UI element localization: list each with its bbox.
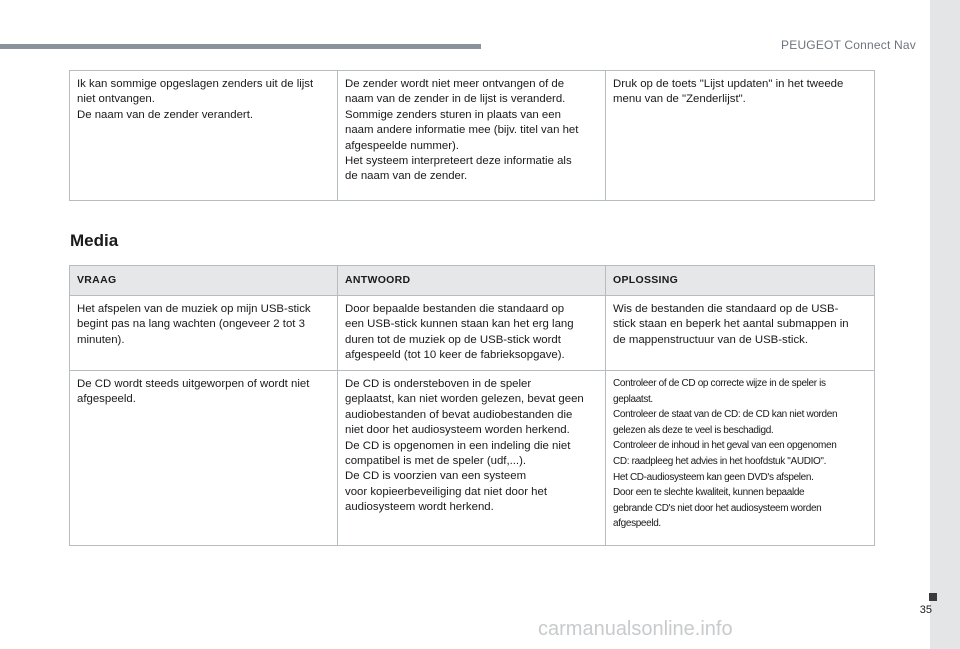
answer-cell xyxy=(338,371,606,546)
text-line: niet door het audiosysteem worden herkend. xyxy=(345,424,570,437)
text-line: gelezen als deze te veel is beschadigd. xyxy=(613,424,774,436)
column-header-answer: ANTWOORD xyxy=(338,266,606,296)
question-cell xyxy=(70,296,338,371)
page-marker-square xyxy=(929,593,937,601)
text-line: Druk op de toets "Lijst updaten" in het tweede xyxy=(613,78,844,90)
text-line: Wis de bestanden die standaard op de USB- xyxy=(613,303,839,315)
table-header-row xyxy=(70,266,875,296)
question-cell xyxy=(70,371,338,546)
text-line: Controleer de staat van de CD: de CD kan niet worden xyxy=(613,409,838,421)
solution-cell xyxy=(606,371,875,546)
column-header-solution: OPLOSSING xyxy=(606,266,875,296)
solution-cell xyxy=(606,296,875,371)
text-line: compatibel is met de speler (udf,...). xyxy=(345,455,527,468)
table-row xyxy=(70,371,875,546)
column-header-question: VRAAG xyxy=(70,266,338,296)
text-line: Door een te slechte kwaliteit, kunnen bepaalde xyxy=(613,487,805,499)
text-line: audiobestanden of bevat audiobestanden die xyxy=(345,408,573,421)
table-row xyxy=(70,296,875,371)
text-line: geplaatst. xyxy=(613,393,653,405)
text-line: stick staan en beperk het aantal submappen in xyxy=(613,318,849,331)
text-line: De zender wordt niet meer ontvangen of de xyxy=(345,78,565,90)
watermark: carmanualsonline.info xyxy=(538,618,733,640)
page-edge-strip xyxy=(930,0,960,649)
text-line: De CD is ondersteboven in de speler xyxy=(345,378,532,390)
answer-cell xyxy=(338,296,606,371)
header-rule xyxy=(0,44,481,49)
text-line: menu van de "Zenderlijst". xyxy=(613,93,746,106)
text-line: niet ontvangen. xyxy=(77,93,155,106)
page-number: 35 xyxy=(919,604,932,616)
text-line: Ik kan sommige opgeslagen zenders uit de lijst xyxy=(77,78,314,90)
text-line: afgespeelde nummer). xyxy=(345,139,459,152)
text-line: minuten). xyxy=(77,333,125,346)
text-line: De CD is voorzien van een systeem xyxy=(345,470,527,483)
text-line: de naam van de zender. xyxy=(345,170,468,183)
solution-cell xyxy=(606,71,875,201)
text-line: begint pas na lang wachten (ongeveer 2 tot 3 xyxy=(77,318,305,331)
text-line: De naam van de zender verandert. xyxy=(77,108,254,121)
text-line: een USB-stick kunnen staan kan het erg lang xyxy=(345,318,574,331)
text-line: Het systeem interpreteert deze informatie als xyxy=(345,155,572,168)
text-line: Door bepaalde bestanden die standaard op xyxy=(345,303,565,315)
text-line: de mappenstructuur van de USB-stick. xyxy=(613,333,808,346)
table-row xyxy=(70,71,875,201)
running-title: PEUGEOT Connect Nav xyxy=(781,38,916,52)
text-line: Controleer of de CD op correcte wijze in de speler is xyxy=(613,378,826,389)
text-line: naam van de zender in de lijst is veranderd. xyxy=(345,93,566,106)
text-line: geplaatst, kan niet worden gelezen, bevat geen xyxy=(345,393,584,406)
text-line: Sommige zenders sturen in plaats van een xyxy=(345,108,561,121)
text-line: De CD is opgenomen in een indeling die niet xyxy=(345,439,571,452)
text-line: afgespeeld. xyxy=(77,393,136,406)
text-line: audiosysteem wordt herkend. xyxy=(345,501,494,514)
answer-cell xyxy=(338,71,606,201)
text-line: Het afspelen van de muziek op mijn USB-stick xyxy=(77,303,311,315)
text-line: voor kopieerbeveiliging dat niet door het xyxy=(345,485,548,498)
text-line: Het CD-audiosysteem kan geen DVD's afspelen. xyxy=(613,471,814,483)
radio-troubleshooting-table xyxy=(69,70,875,201)
media-troubleshooting-table xyxy=(69,265,875,546)
text-line: afgespeeld (tot 10 keer de fabrieksopgave). xyxy=(345,349,565,362)
section-title: Media xyxy=(70,231,119,250)
text-line: CD: raadpleeg het advies in het hoofdstuk "AUDIO". xyxy=(613,455,827,467)
text-line: De CD wordt steeds uitgeworpen of wordt niet xyxy=(77,378,310,390)
text-line: gebrande CD's niet door het audiosysteem worden xyxy=(613,502,822,514)
text-line: naam andere informatie mee (bijv. titel van het xyxy=(345,124,579,137)
text-line: afgespeeld. xyxy=(613,518,661,530)
question-cell xyxy=(70,71,338,201)
text-line: duren tot de muziek op de USB-stick wordt xyxy=(345,333,561,346)
text-line: Controleer de inhoud in het geval van een opgenomen xyxy=(613,440,837,452)
